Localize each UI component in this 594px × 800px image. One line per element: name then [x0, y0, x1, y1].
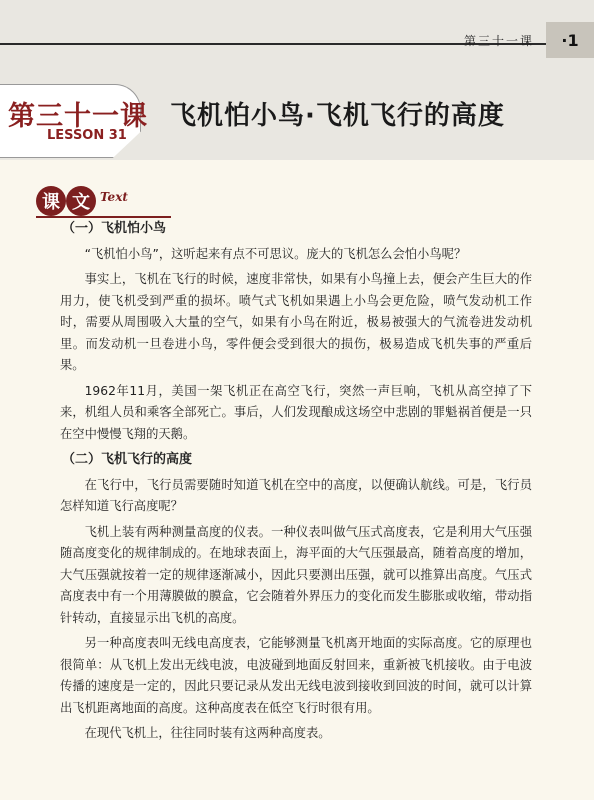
- lesson-text: [62, 218, 532, 749]
- paragraph: 飞机上装有两种测量高度的仪表。一种仪表叫做气压式高度表，它是利用大气压强随高度变化的规律制成的。在地球表面上，海平面的大气压强最高，随着高度的增加，大气压强就按着一定的规律逐渐减小，因此只要测出压强，就可以推算出高度。气压式高度表中有一个用薄膜做的膜盒，它会随着外界压力的变化而发生膨胀或收缩，带动指针转动，直接显示出飞机的高度。: [60, 524, 532, 625]
- paragraph: 另一种高度表叫无线电高度表，它能够测量飞机离开地面的实际高度。它的原理也很简单：从飞机上发出无线电波，电波碰到地面反射回来，重新被飞机接收。由于电波传播的速度是一定的，因此只要记录从发出无线电波到接收到回波的时间，就可以计算出飞机距离地面的高度。这种高度表在低空飞行时很有用。: [60, 636, 532, 715]
- lesson-number-cn: 第三十一课: [8, 101, 148, 132]
- page-number: ·1: [546, 22, 594, 58]
- section-heading: （一）飞机怕小鸟: [62, 221, 167, 236]
- lesson-title: 飞机怕小鸟·飞机飞行的高度: [170, 101, 505, 131]
- paragraph: 事实上，飞机在飞行的时候，速度非常快，如果有小鸟撞上去，便会产生巨大的作用力，使飞机受到严重的损坏。喷气式飞机如果遇上小鸟会更危险，喷气发动机工作时，需要从周围吸入大量的空气，如果有小鸟在附近，极易被强大的气流卷进发动机里。而发动机一旦卷进小鸟，零件便会受到很大的损伤，极易造成飞机失事的严重后果。: [60, 272, 532, 372]
- text-char-2: 文: [66, 186, 96, 216]
- running-title: 第三十一课: [463, 34, 534, 48]
- header-rule-gap: [300, 40, 450, 42]
- paragraph: 1962年11月，美国一架飞机正在高空飞行，突然一声巨响，飞机从高空掉了下来，机组人员和乘客全部死亡。事后，人们发现酿成这场空中悲剧的罪魁祸首便是一只在空中慢慢飞翔的天鹅。: [60, 383, 532, 441]
- text-label-en: Text: [100, 190, 128, 204]
- text-section-label: [36, 186, 176, 218]
- paragraph: 在现代飞机上，往往同时装有这两种高度表。: [84, 726, 331, 740]
- section-heading: （二）飞机飞行的高度: [62, 452, 193, 467]
- paragraph: “飞机怕小鸟”，这听起来有点不可思议。庞大的飞机怎么会怕小鸟呢？: [84, 246, 467, 261]
- paragraph: 在飞行中，飞行员需要随时知道飞机在空中的高度，以便确认航线。可是，飞行员怎样知道飞行高度呢？: [60, 477, 532, 513]
- lesson-number-en: LESSON 31: [47, 128, 127, 143]
- text-char-1: 课: [36, 186, 66, 216]
